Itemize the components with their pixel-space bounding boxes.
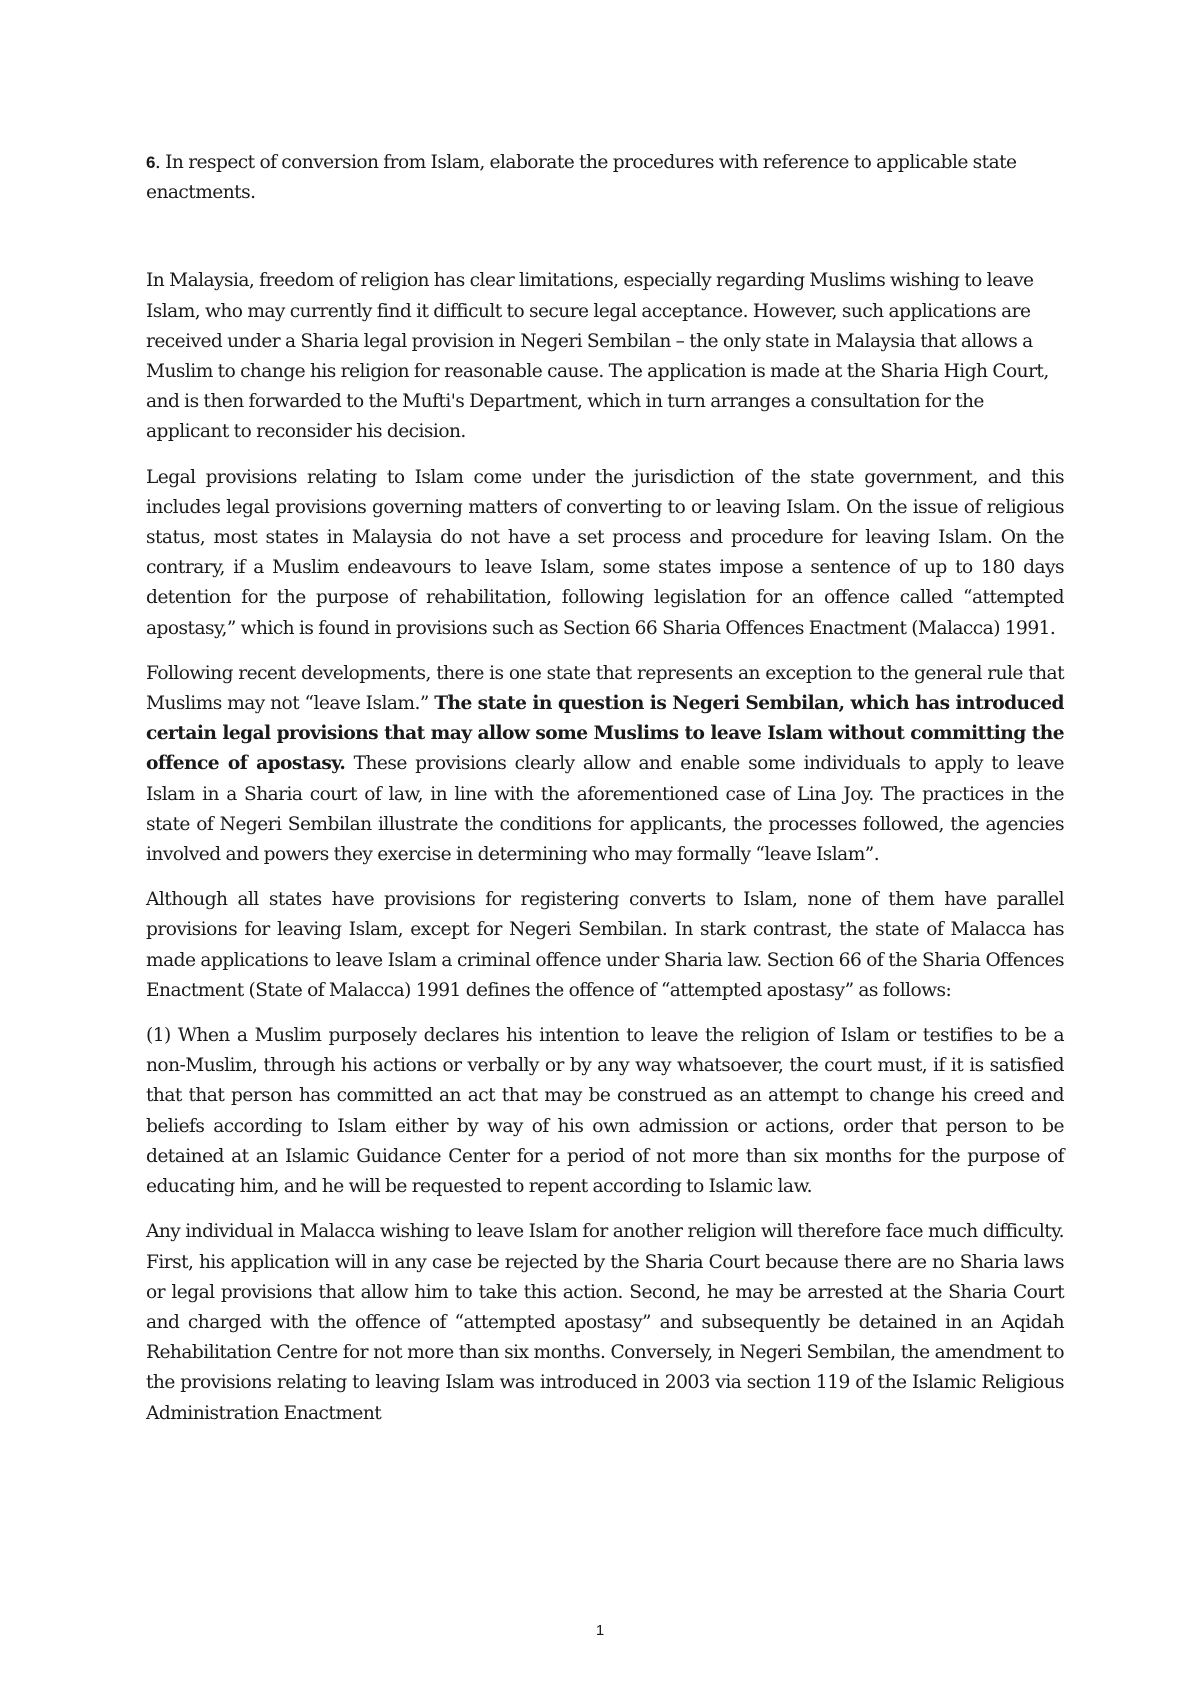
document-body [146,148,1064,1444]
question-text: . In respect of conversion from Islam, elaborate the procedures with reference to applicable state enactments. [146,152,1017,204]
paragraph-state-jurisdiction: Legal provisions relating to Islam come under the jurisdiction of the state government, and this includes legal provisions governing matters of converting to or leaving Islam. On the issue of religious status, most states in Malaysia do not have a set process and procedure for leaving Islam. On the contrary, if a Muslim endeavours to leave Islam, some states impose a sentence of up to 180 days detention for the purpose of rehabilitation, following legislation for an offence called “attempted apostasy,” which is found in provisions such as Section 66 Sharia Offences Enactment (Malacca) 1991. [146,466,1064,639]
paragraph-text-after: These provisions clearly allow and enable some individuals to apply to leave Islam in a Sharia court of law, in line with the aforementioned case of Lina Joy. The practices in the state of Negeri Sembilan illustrate the conditions for applicants, the processes followed, the agencies involved and powers they exercise in determining who may formally “leave Islam”. [146,753,1064,866]
paragraph-text-before: Following recent developments, there is one state that represents an exception to the general rule that Muslims may not “leave Islam.” [146,662,1064,715]
paragraph-negeri-sembilan-exception [146,659,1064,870]
page-number: 1 [595,1622,605,1639]
paragraph-section-66-quote: (1) When a Muslim purposely declares his intention to leave the religion of Islam or testifies to be a non-Muslim, through his actions or verbally or by any way whatsoever, the court must, if it is satisfied that that person has committed an act that may be construed as an attempt to change his creed and beliefs according to Islam either by way of his own admission or actions, order that person to be detained at an Islamic Guidance Center for a period of not more than six months for the purpose of educating him, and he will be requested to repent according to Islamic law. [146,1025,1064,1198]
paragraph-bold-statement: The state in question is Negeri Sembilan, which has introduced certain legal provisions that may allow some Muslims to leave Islam without committing the offence of apostasy. [146,693,1064,775]
question-heading [146,148,1064,208]
paragraph-freedom-of-religion: In Malaysia, freedom of religion has clear limitations, especially regarding Muslims wishing to leave Islam, who may currently find it difficult to secure legal acceptance. However, such applications are received under a Sharia legal provision in Negeri Sembilan – the only state in Malaysia that allows a Muslim to change his religion for reasonable cause. The application is made at the Sharia High Court, and is then forwarded to the Mufti's Department, which in turn arranges a consultation for the applicant to reconsider his decision. [146,270,1049,443]
paragraph-malacca-difficulty: Any individual in Malacca wishing to leave Islam for another religion will therefore face much difficulty. First, his application will in any case be rejected by the Sharia Court because there are no Sharia laws or legal provisions that allow him to take this action. Second, he may be arrested at the Sharia Court and charged with the offence of “attempted apostasy” and subsequently be detained in an Aqidah Rehabilitation Centre for not more than six months. Conversely, in Negeri Sembilan, the amendment to the provisions relating to leaving Islam was introduced in 2003 via section 119 of the Islamic Religious Administration Enactment [146,1221,1064,1424]
paragraph-malacca-contrast: Although all states have provisions for registering converts to Islam, none of them have parallel provisions for leaving Islam, except for Negeri Sembilan. In stark contrast, the state of Malacca has made applications to leave Islam a criminal offence under Sharia law. Section 66 of the Sharia Offences Enactment (State of Malacca) 1991 defines the offence of “attempted apostasy” as follows: [146,889,1064,1001]
question-number: 6 [146,153,155,172]
